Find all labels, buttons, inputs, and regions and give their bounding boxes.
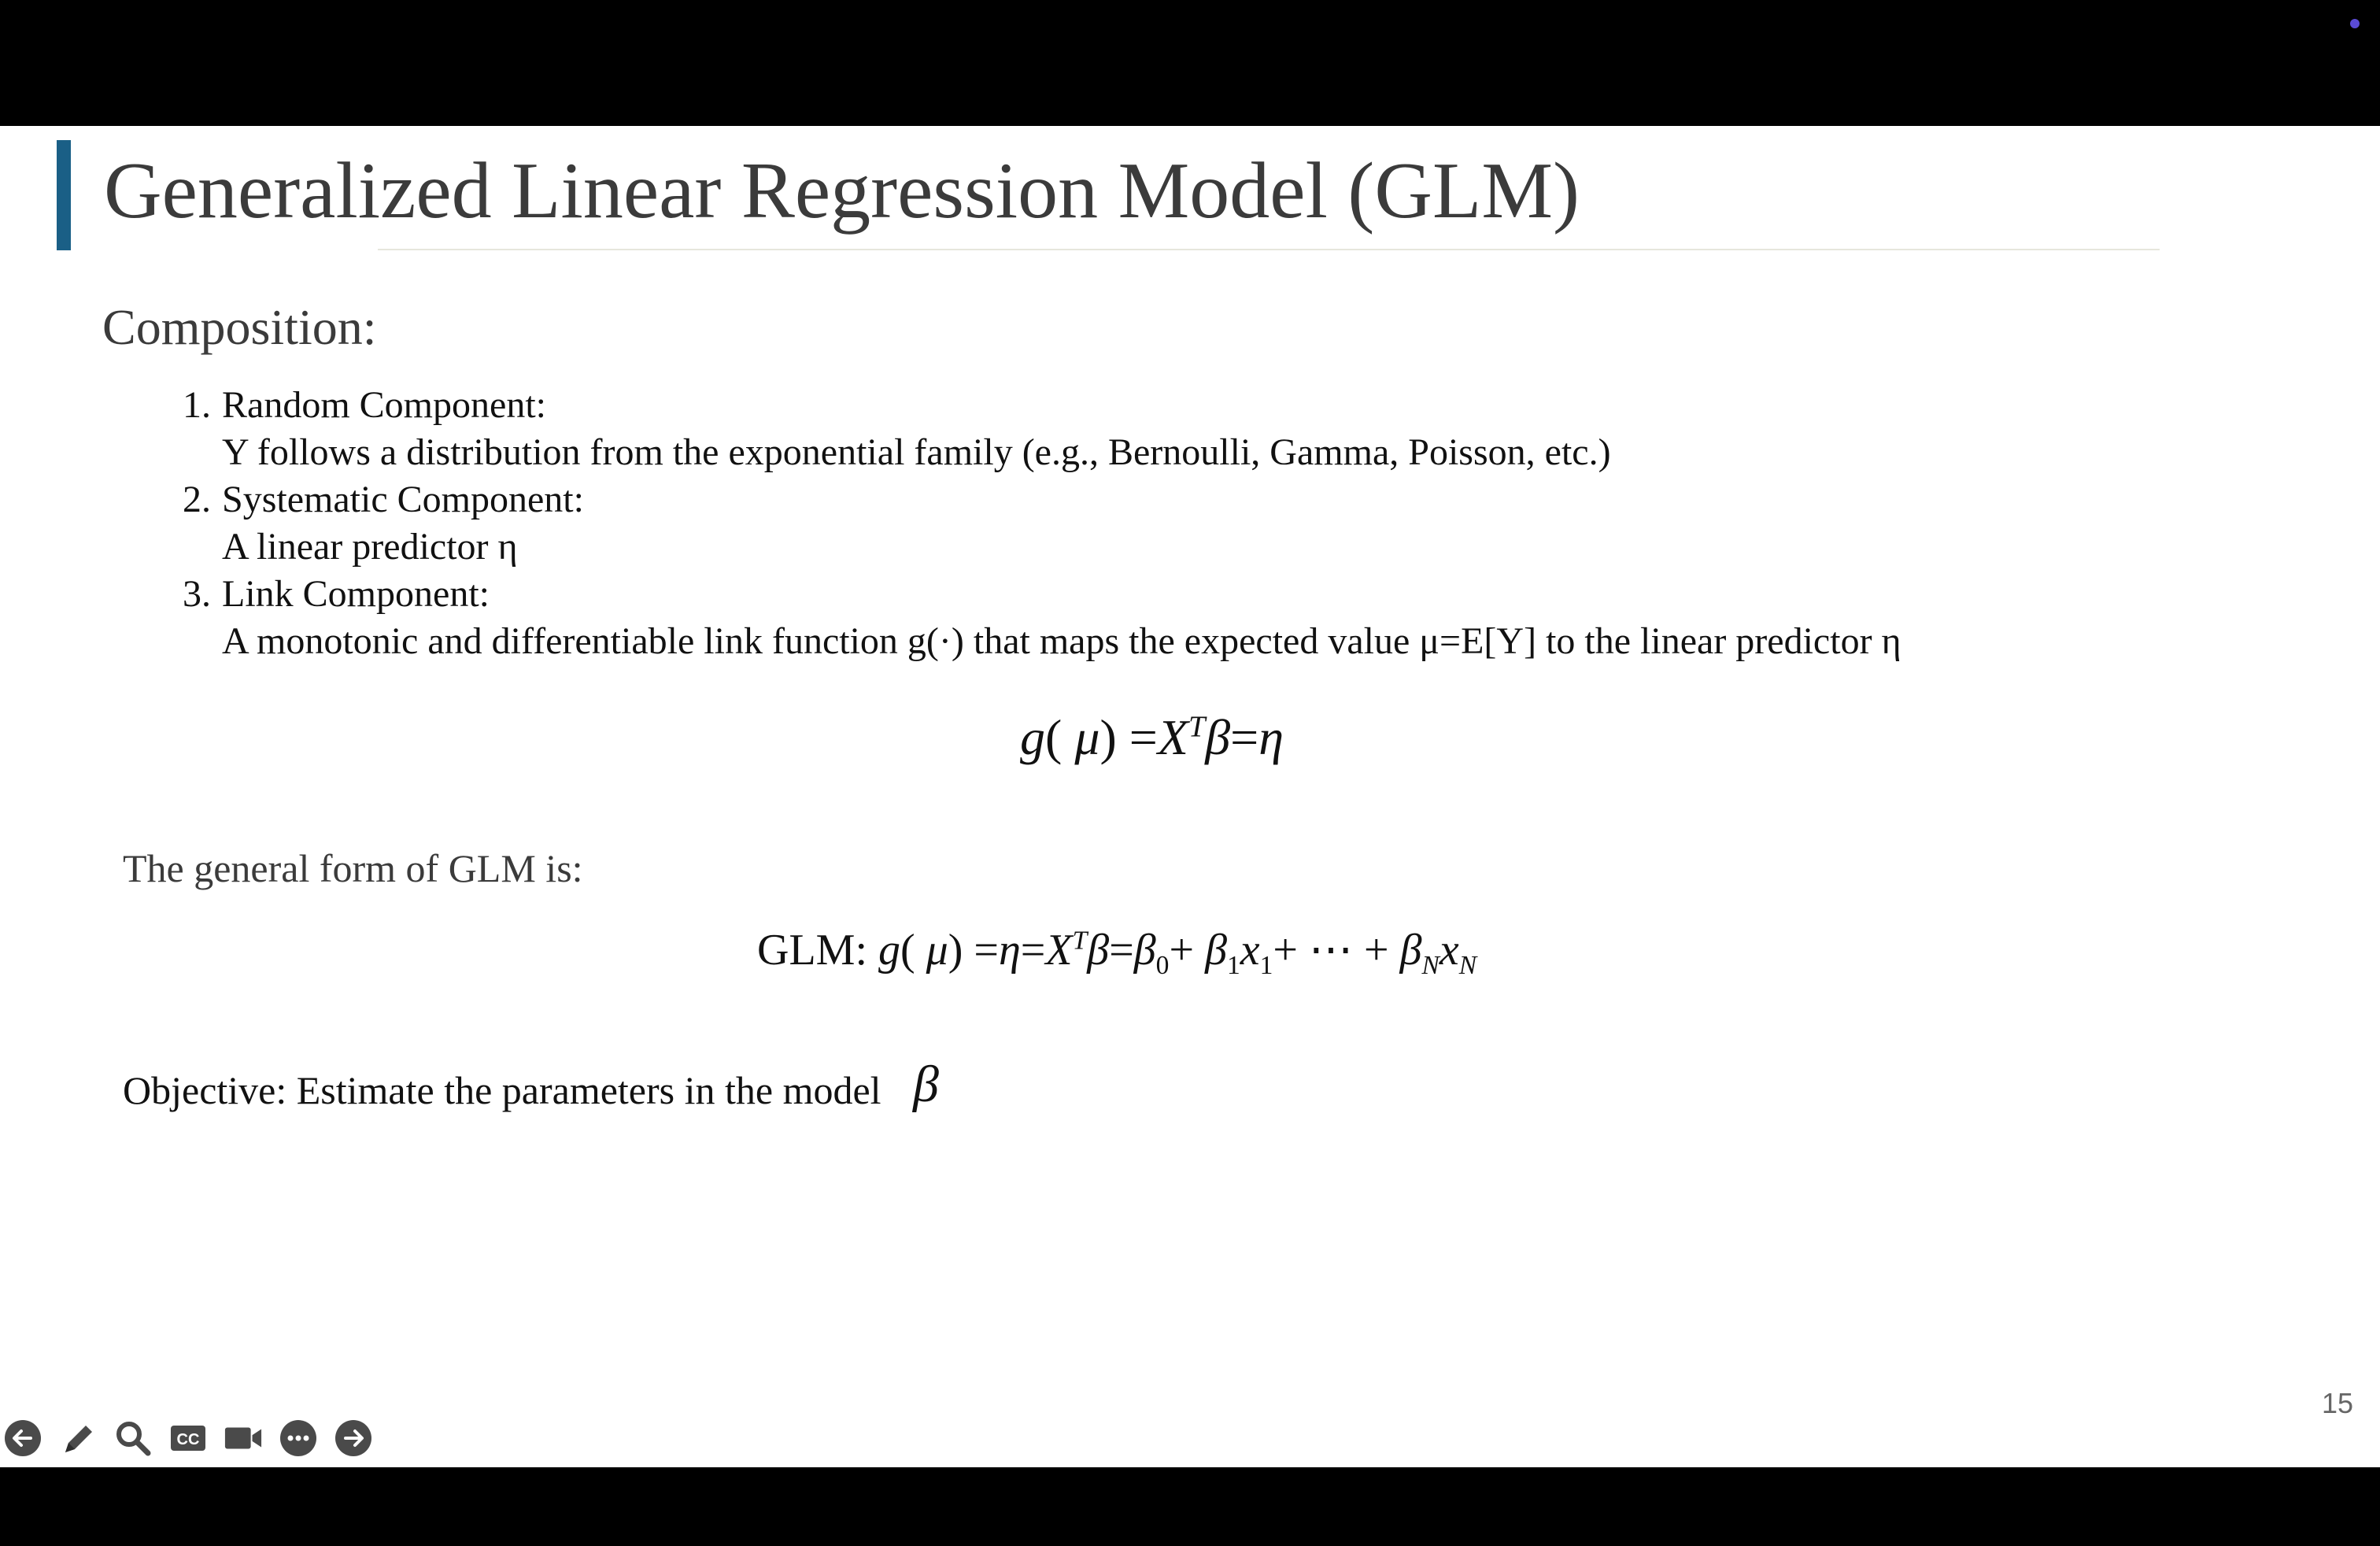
more-options-button[interactable] <box>279 1418 318 1458</box>
slide-title: Generalized Linear Regression Model (GLM) <box>104 146 1580 235</box>
list-item-heading: Random Component: <box>222 384 546 426</box>
pen-tool-button[interactable] <box>58 1418 98 1458</box>
general-form-label: The general form of GLM is: <box>123 846 583 890</box>
previous-slide-button[interactable] <box>3 1418 42 1458</box>
title-accent-bar <box>57 140 71 250</box>
cc-icon <box>169 1419 207 1457</box>
link-equation: g( $\mu) =X^T\beta=\eta$ <box>1020 709 1284 765</box>
arrow-right-circle-icon <box>334 1419 372 1457</box>
list-item-heading: Systematic Component: <box>222 479 584 520</box>
title-underline <box>378 249 2160 250</box>
top-letterbox <box>0 0 2380 126</box>
presentation-toolbar <box>3 1418 373 1458</box>
objective-text: Objective: Estimate the parameters in the model <box>123 1068 881 1112</box>
magnifier-icon <box>114 1419 152 1457</box>
list-item <box>183 382 1901 476</box>
ellipsis-circle-icon <box>279 1419 317 1457</box>
arrow-left-circle-icon <box>4 1419 42 1457</box>
camera-button[interactable] <box>224 1418 263 1458</box>
video-camera-icon <box>224 1419 263 1457</box>
captions-button[interactable] <box>168 1418 208 1458</box>
zoom-button[interactable] <box>113 1418 153 1458</box>
page-number: 15 <box>2322 1387 2354 1419</box>
glm-label: GLM: <box>757 926 867 975</box>
list-item-description: A monotonic and differentiable link function g(·) that maps the expected value μ=E[Y] to the linear predictor η <box>222 620 1901 662</box>
list-item-description: A linear predictor η <box>222 526 518 568</box>
list-item-description: Y follows a distribution from the exponential family (e.g., Bernoulli, Gamma, Poisson, etc.) <box>222 431 1611 473</box>
list-item-number: 3. <box>183 573 211 615</box>
list-item <box>183 476 1901 571</box>
glm-equation: GLM: g( $\mu) =\eta=X^T\beta=\beta_0+ \beta_1x_1+$ ⋯ + $\beta_Nx_N$ <box>757 926 1477 981</box>
pencil-icon <box>59 1419 97 1457</box>
components-list <box>183 382 1901 665</box>
list-item-number: 1. <box>183 384 211 426</box>
slide-canvas <box>0 126 2380 1467</box>
composition-heading: Composition: <box>102 299 377 355</box>
bottom-letterbox <box>0 1467 2380 1546</box>
list-item-heading: Link Component: <box>222 573 490 615</box>
next-slide-button[interactable] <box>334 1418 373 1458</box>
objective-beta-symbol: β <box>913 1056 939 1113</box>
svg-text:CC: CC <box>176 1431 200 1448</box>
list-item-number: 2. <box>183 479 211 520</box>
list-item <box>183 571 1901 665</box>
recording-indicator-dot <box>2350 19 2360 28</box>
